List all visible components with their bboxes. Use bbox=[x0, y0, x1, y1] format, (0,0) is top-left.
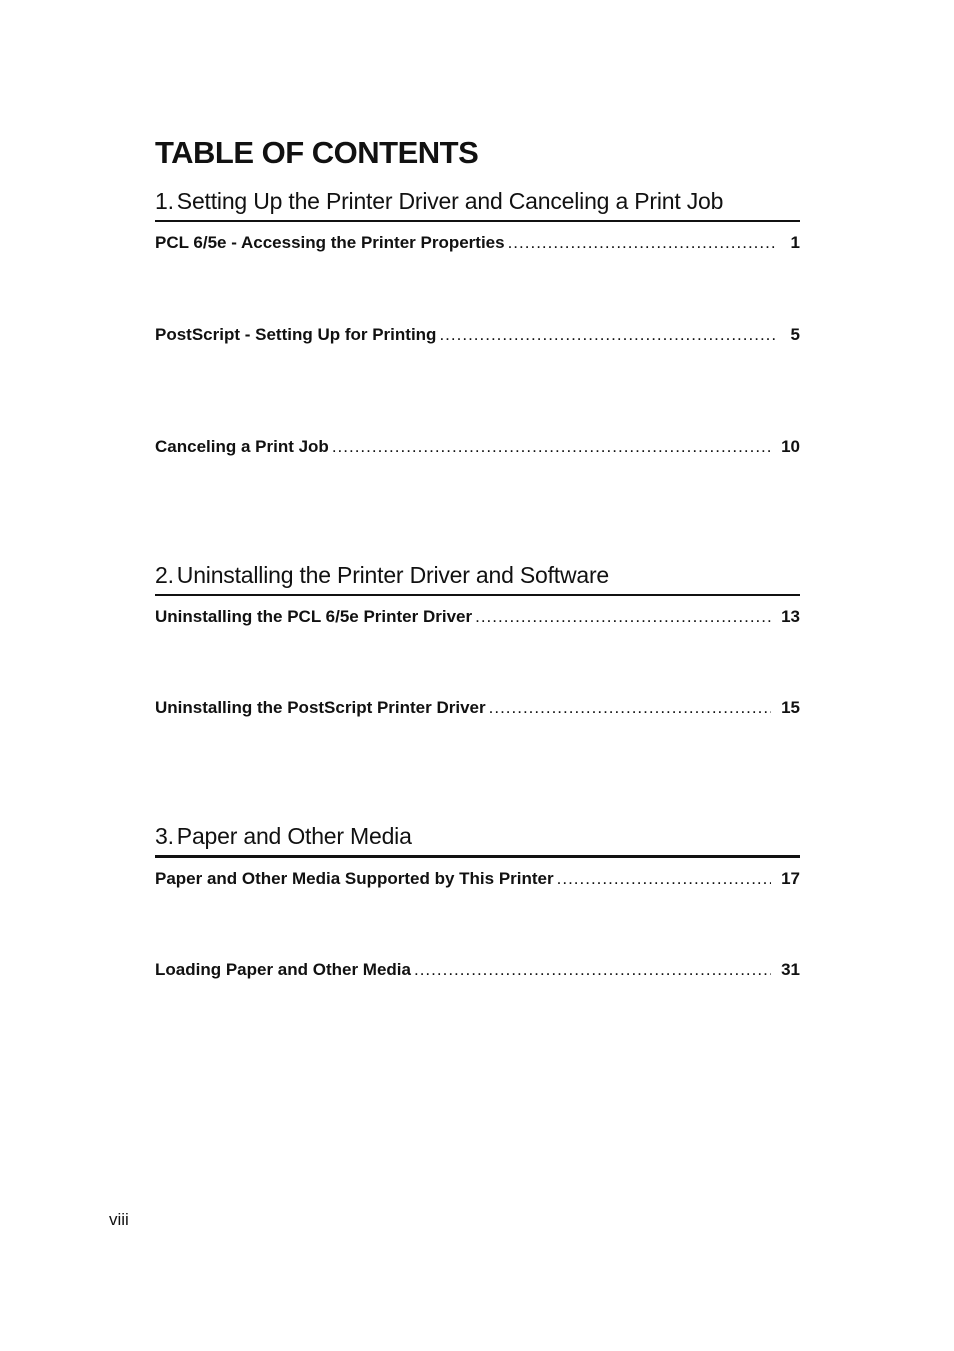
dot-leader bbox=[557, 868, 771, 890]
chapter-title: Uninstalling the Printer Driver and Software bbox=[176, 562, 610, 588]
chapter-number: 2. bbox=[155, 562, 174, 588]
toc-entry-page: 10 bbox=[781, 437, 800, 456]
page-title: TABLE OF CONTENTS bbox=[155, 135, 479, 170]
toc-entry-page: 13 bbox=[781, 607, 800, 626]
toc-entry-page: 31 bbox=[781, 960, 800, 979]
toc-entry[interactable] bbox=[155, 232, 800, 254]
dot-leader bbox=[475, 606, 771, 628]
chapter-3 bbox=[155, 821, 800, 858]
toc-entry-title: Loading Paper and Other Media bbox=[155, 960, 411, 979]
chapter-2 bbox=[155, 560, 800, 596]
toc-entry[interactable] bbox=[155, 959, 800, 981]
toc-entry-page: 1 bbox=[790, 233, 800, 252]
dot-leader bbox=[414, 959, 771, 981]
toc-entry[interactable] bbox=[155, 324, 800, 346]
toc-entry[interactable] bbox=[155, 436, 800, 458]
toc-entry[interactable] bbox=[155, 868, 800, 890]
toc-entry-page: 17 bbox=[781, 869, 800, 888]
chapter-number: 3. bbox=[155, 823, 174, 849]
toc-entry-page: 5 bbox=[790, 325, 800, 344]
chapter-title: Setting Up the Printer Driver and Canceling a Print Job bbox=[176, 188, 724, 214]
toc-entry-title: Uninstalling the PCL 6/5e Printer Driver bbox=[155, 607, 473, 626]
chapter-heading bbox=[155, 560, 800, 594]
chapter-rule bbox=[155, 220, 800, 222]
toc-entry[interactable] bbox=[155, 606, 800, 628]
toc-entry[interactable] bbox=[155, 697, 800, 719]
dot-leader bbox=[332, 436, 771, 458]
dot-leader bbox=[489, 697, 771, 719]
toc-entry-page: 15 bbox=[781, 698, 800, 717]
toc-entry-title: PCL 6/5e - Accessing the Printer Properties bbox=[155, 233, 505, 252]
chapter-heading bbox=[155, 186, 800, 220]
chapter-heading bbox=[155, 821, 800, 855]
chapter-title: Paper and Other Media bbox=[176, 823, 412, 849]
chapter-rule bbox=[155, 594, 800, 596]
chapter-rule bbox=[155, 855, 800, 858]
toc-entry-title: PostScript - Setting Up for Printing bbox=[155, 325, 437, 344]
chapter-number: 1. bbox=[155, 188, 174, 214]
chapter-1 bbox=[155, 186, 800, 222]
toc-entry-title: Canceling a Print Job bbox=[155, 437, 329, 456]
dot-leader bbox=[439, 324, 776, 346]
toc-entry-title: Paper and Other Media Supported by This Printer bbox=[155, 869, 554, 888]
toc-entry-title: Uninstalling the PostScript Printer Driver bbox=[155, 698, 486, 717]
dot-leader bbox=[508, 232, 776, 254]
footer-page-number: viii bbox=[109, 1210, 129, 1229]
